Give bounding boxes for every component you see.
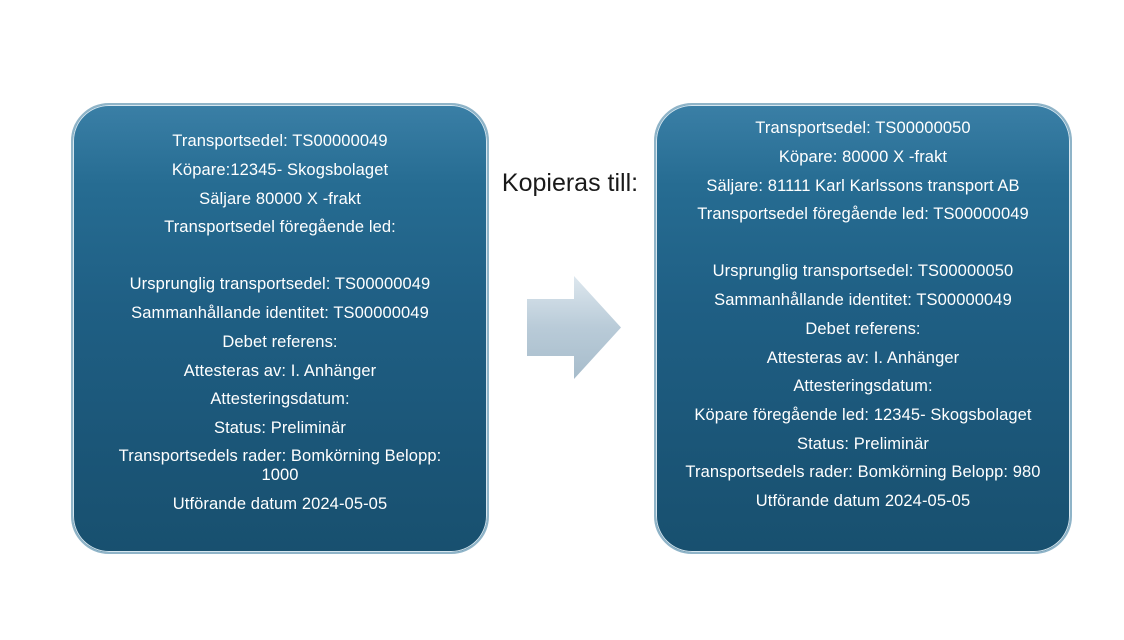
right-ursprunglig: Ursprunglig transportsedel: TS00000050	[712, 262, 1014, 281]
left-saljare: Säljare 80000 X -frakt	[199, 189, 361, 208]
right-saljare: Säljare: 81111 Karl Karlssons transport AB	[706, 176, 1020, 195]
right-status: Status: Preliminär	[796, 434, 929, 453]
right-attesteras-av: Attesteras av: I. Anhänger	[766, 348, 960, 367]
left-debet-referens: Debet referens:	[222, 332, 338, 351]
copied-transport-note-card	[654, 103, 1072, 554]
right-arrow-icon	[527, 276, 621, 379]
left-rader: Transportsedels rader: Bomkörning Belopp: 1000	[118, 446, 442, 484]
left-transportsedel: Transportsedel: TS00000049	[172, 132, 388, 150]
right-rader: Transportsedels rader: Bomkörning Belopp: 980	[685, 462, 1041, 481]
copy-to-label: Kopieras till:	[501, 169, 639, 197]
right-utforande-datum: Utförande datum 2024-05-05	[755, 491, 971, 510]
left-foregaende-led: Transportsedel föregående led:	[164, 218, 396, 237]
left-ursprunglig: Ursprunglig transportsedel: TS00000049	[129, 275, 431, 294]
right-kopare: Köpare: 80000 X -frakt	[778, 147, 948, 166]
left-utforande-datum: Utförande datum 2024-05-05	[172, 494, 388, 513]
right-debet-referens: Debet referens:	[805, 319, 921, 338]
right-attesteringsdatum: Attesteringsdatum:	[793, 377, 933, 396]
left-attesteringsdatum: Attesteringsdatum:	[210, 390, 350, 409]
left-sammanhallande: Sammanhållande identitet: TS00000049	[131, 303, 429, 322]
right-foregaende-led: Transportsedel föregående led: TS00000049	[697, 205, 1029, 224]
right-transportsedel: Transportsedel: TS00000050	[755, 119, 971, 137]
right-sammanhallande: Sammanhållande identitet: TS00000049	[714, 290, 1012, 309]
left-attesteras-av: Attesteras av: I. Anhänger	[183, 361, 377, 380]
left-kopare: Köpare:12345- Skogsbolaget	[171, 160, 389, 179]
source-transport-note-card	[71, 103, 489, 554]
left-status: Status: Preliminär	[213, 419, 346, 438]
right-kopare-foregaende-led: Köpare föregående led: 12345- Skogsbolaget	[694, 406, 1032, 425]
